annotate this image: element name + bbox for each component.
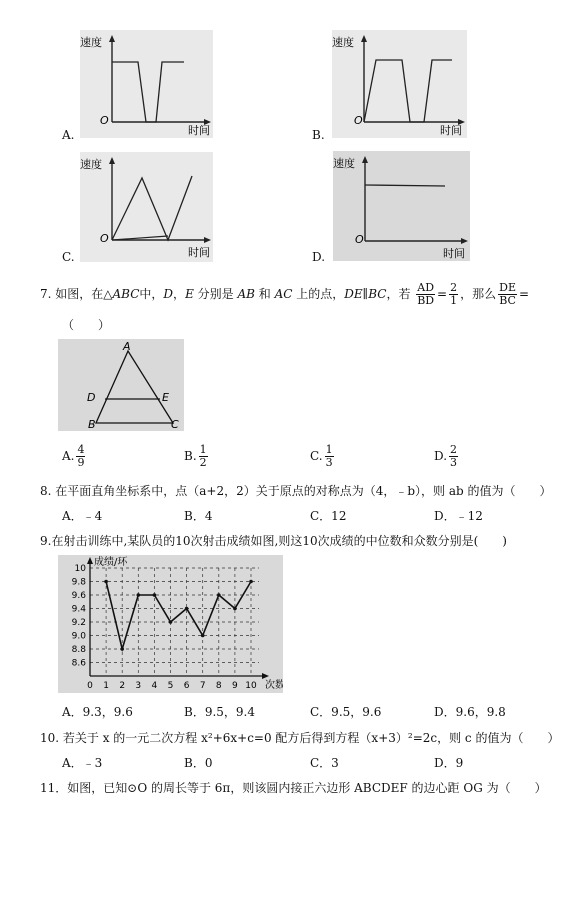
option-b-label: B. bbox=[312, 128, 325, 142]
score-point bbox=[137, 593, 141, 597]
q7-text: 7. 如图，在△ABC中，D，E 分别是 AB 和 AC 上的点，DE∥BC，若 $\frac{AD}{BD}$ = $\frac{2}{1}$ ，那么 $\frac{DE}{BC}$ = bbox=[40, 281, 530, 307]
x-tick-label: 1 bbox=[103, 681, 109, 691]
q10-option-b[interactable]: B．0 bbox=[184, 756, 213, 770]
q9-text: 9.在射击训练中,某队员的10次射击成绩如图,则这10次成绩的中位数和众数分别是( ) bbox=[40, 534, 507, 548]
q9-option-d[interactable]: D．9.6，9.8 bbox=[434, 705, 506, 719]
q6-graph-b-svg bbox=[332, 30, 467, 138]
y-axis-title: 成绩/环 bbox=[94, 557, 128, 568]
score-point bbox=[153, 593, 157, 597]
q6-graph-c-svg bbox=[80, 152, 213, 262]
q7-option-c[interactable]: C. $\frac{1}{3}$ bbox=[310, 443, 333, 469]
svg-text:时间: 时间 bbox=[188, 124, 210, 137]
x-tick-label: 9 bbox=[232, 681, 238, 691]
svg-text:D: D bbox=[87, 391, 96, 404]
score-point bbox=[201, 634, 205, 638]
y-tick-label: 9.2 bbox=[71, 618, 86, 628]
x-tick-label: 10 bbox=[245, 681, 257, 691]
score-point bbox=[233, 607, 237, 611]
q6-graph-a bbox=[80, 30, 213, 138]
svg-text:B: B bbox=[88, 418, 96, 431]
q7-option-b[interactable]: B. $\frac{1}{2}$ bbox=[184, 443, 207, 469]
x-tick-label: 7 bbox=[199, 681, 206, 691]
x-axis-title: 次数 bbox=[265, 680, 283, 691]
triangle-svg bbox=[58, 339, 184, 431]
score-point bbox=[217, 593, 221, 597]
option-d-label: D. bbox=[312, 250, 326, 264]
q6-graph-b bbox=[332, 30, 467, 138]
svg-text:O: O bbox=[355, 233, 364, 246]
svg-text:C: C bbox=[171, 418, 179, 431]
svg-text:O: O bbox=[100, 114, 109, 127]
x-tick-label: 4 bbox=[151, 681, 158, 691]
q7-option-a[interactable]: A. $\frac{4}{9}$ bbox=[62, 443, 85, 469]
svg-text:时间: 时间 bbox=[188, 246, 210, 259]
q6-graph-d bbox=[333, 151, 470, 261]
svg-text:O: O bbox=[100, 232, 109, 245]
x-axis-arrow bbox=[262, 673, 269, 679]
score-point bbox=[249, 580, 253, 584]
x-tick-label: 0 bbox=[87, 681, 93, 691]
q6-graph-a-svg bbox=[80, 30, 213, 138]
x-tick-label: 2 bbox=[119, 681, 126, 691]
q6-graph-d-svg bbox=[333, 151, 470, 261]
y-tick-label: 9.4 bbox=[71, 604, 86, 615]
q7-option-d[interactable]: D. $\frac{2}{3}$ bbox=[434, 443, 458, 469]
score-point bbox=[104, 580, 108, 584]
fraction-de-bc: $\frac{DE}{BC}$ bbox=[499, 281, 516, 307]
q8-option-b[interactable]: B．4 bbox=[184, 509, 213, 523]
q10-text: 10. 若关于 x 的一元二次方程 x²+6x+c=0 配方后得到方程（x+3）²=2c，则 c 的值为（ ） bbox=[40, 731, 560, 745]
y-tick-label: 9.6 bbox=[71, 591, 86, 601]
svg-text:时间: 时间 bbox=[443, 247, 465, 260]
q7-triangle-figure bbox=[58, 339, 184, 431]
svg-text:速度: 速度 bbox=[80, 158, 102, 171]
svg-text:E: E bbox=[162, 391, 169, 404]
q10-option-c[interactable]: C．3 bbox=[310, 756, 339, 770]
y-axis-arrow bbox=[87, 557, 93, 564]
q8-option-a[interactable]: A．﹣4 bbox=[62, 509, 103, 523]
q11-text: 11．如图，已知⊙O 的周长等于 6π，则该圆内接正六边形 ABCDEF 的边心距 OG 为（ ） bbox=[40, 781, 547, 795]
q7-answer-blank: （ ） bbox=[62, 318, 111, 332]
q8-option-c[interactable]: C．12 bbox=[310, 509, 347, 523]
q9-option-b[interactable]: B．9.5，9.4 bbox=[184, 705, 255, 719]
score-point bbox=[185, 607, 189, 611]
score-point bbox=[169, 620, 173, 624]
x-tick-label: 6 bbox=[183, 681, 190, 691]
y-tick-label: 9.8 bbox=[71, 577, 86, 588]
svg-text:时间: 时间 bbox=[440, 124, 462, 137]
x-tick-label: 5 bbox=[167, 681, 174, 691]
q10-option-d[interactable]: D．9 bbox=[434, 756, 464, 770]
y-axis-label: 速度 bbox=[80, 36, 102, 49]
y-tick-label: 8.8 bbox=[71, 645, 86, 655]
q9-option-a[interactable]: A．9.3，9.6 bbox=[62, 705, 133, 719]
fraction-2-1: $\frac{2}{1}$ bbox=[450, 281, 458, 307]
option-a-label: A. bbox=[62, 128, 75, 142]
x-tick-label: 8 bbox=[215, 681, 222, 691]
q8-option-d[interactable]: D．﹣12 bbox=[434, 509, 483, 523]
fraction-ad-bd: $\frac{AD}{BD}$ bbox=[417, 281, 435, 307]
score-line-chart bbox=[58, 555, 283, 693]
svg-text:A: A bbox=[123, 340, 131, 353]
svg-text:速度: 速度 bbox=[332, 36, 354, 49]
y-tick-label: 9.0 bbox=[71, 631, 86, 642]
q9-score-chart bbox=[58, 555, 283, 693]
option-c-label: C. bbox=[62, 250, 75, 264]
svg-text:速度: 速度 bbox=[333, 157, 355, 170]
y-tick-label: 10 bbox=[74, 564, 86, 574]
q9-option-c[interactable]: C．9.5，9.6 bbox=[310, 705, 382, 719]
q8-text: 8. 在平面直角坐标系中，点（a+2，2）关于原点的对称点为（4，﹣b），则 ab 的值为（ ） bbox=[40, 484, 552, 498]
score-series-line bbox=[106, 582, 251, 650]
q6-graph-c bbox=[80, 152, 213, 262]
svg-text:O: O bbox=[354, 114, 363, 127]
score-point bbox=[120, 647, 124, 651]
y-tick-label: 8.6 bbox=[71, 658, 86, 669]
q10-option-a[interactable]: A．﹣3 bbox=[62, 756, 103, 770]
x-tick-label: 3 bbox=[135, 681, 142, 691]
